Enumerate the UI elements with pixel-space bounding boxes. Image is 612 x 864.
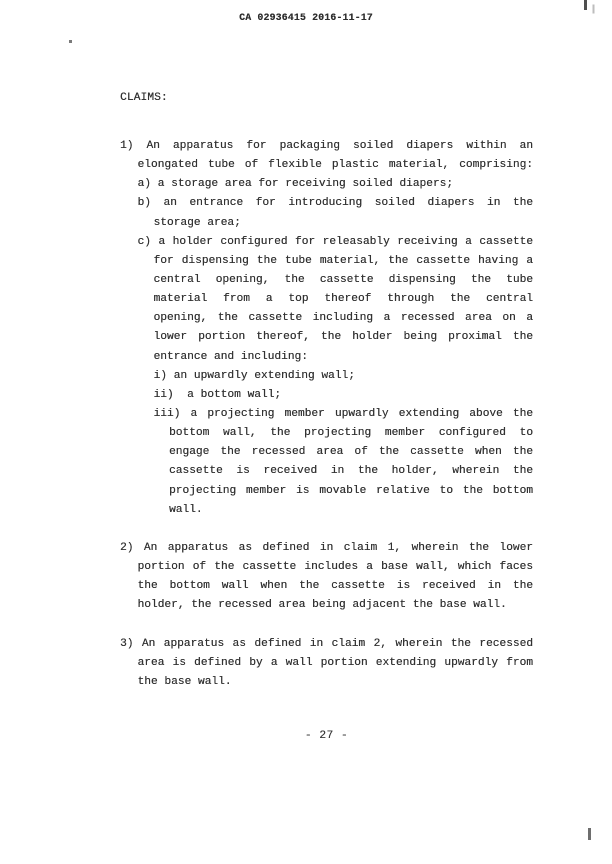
document-header: CA 02936415 2016-11-17 (239, 12, 373, 23)
claim-text-line: area is defined by a wall portion extending upwardly from (137, 656, 533, 669)
claims-body (120, 137, 533, 692)
claim-text-line: opening, the cassette including a recessed area on a (153, 312, 533, 325)
claims-heading: CLAIMS: (120, 92, 168, 104)
claim-text-line: the base wall. (137, 675, 232, 688)
claim-text-line: projecting member is movable relative to the bottom (169, 484, 533, 497)
claim-text-line: material from a top thereof through the central (153, 293, 533, 306)
claim-text-line: central opening, the cassette dispensing the tube (153, 273, 533, 286)
claim-text-line: a) a storage area for receiving soiled diapers; (137, 178, 454, 191)
claim-text-line: i) an upwardly extending wall; (153, 369, 355, 382)
claim-text-line: 1) An apparatus for packaging soiled diapers within an (120, 140, 533, 152)
claim-text-line: portion of the cassette includes a base wall, which faces (137, 561, 533, 574)
claim-text-line: storage area; (153, 216, 241, 229)
claim-text-line: entrance and including: (153, 350, 308, 363)
claim-text-line: for dispensing the tube material, the cassette having a (153, 254, 533, 267)
claim-text-line: 2) An apparatus as defined in claim 1, wherein the lower (120, 541, 533, 554)
page-number: - 27 - (304, 730, 349, 742)
claim-text-line: lower portion thereof, the holder being proximal the (153, 331, 533, 344)
scan-artifact-dot (69, 40, 72, 43)
claim-text-line: 3) An apparatus as defined in claim 2, wherein the recessed (120, 637, 533, 650)
claim-text-line: b) an entrance for introducing soiled diapers in the (137, 197, 533, 210)
claim-text-line: iii) a projecting member upwardly extending above the (153, 407, 533, 420)
claim-text-line: engage the recessed area of the cassette when the (169, 446, 533, 459)
claim-text-line: elongated tube of flexible plastic material, comprising: (137, 159, 533, 172)
claim-text-line: ii) a bottom wall; (153, 388, 282, 401)
claim-text-line: c) a holder configured for releasably receiving a cassette (137, 235, 533, 248)
scan-artifact-top-right (584, 0, 587, 10)
claim-text-line: wall. (169, 503, 203, 516)
claim-text-line: bottom wall, the projecting member configured to (169, 427, 533, 440)
claim-text-line: holder, the recessed area being adjacent the base wall. (137, 599, 507, 612)
claim-text-line: cassette is received in the holder, wherein the (169, 465, 533, 478)
claim-text-line: the bottom wall when the cassette is received in the (137, 580, 533, 593)
scan-artifact-bottom-right (588, 828, 591, 840)
